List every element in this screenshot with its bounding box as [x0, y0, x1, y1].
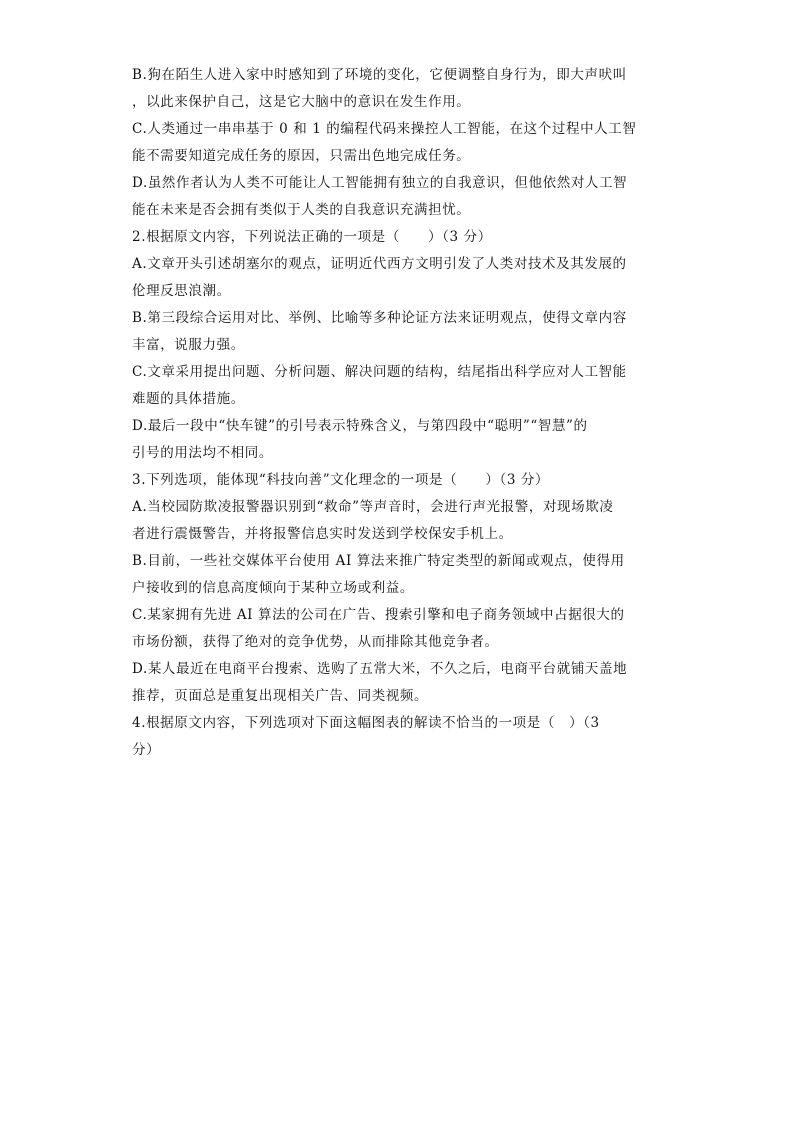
option-b-line-2: ，以此来保护自己，这是它大脑中的意识在发生作用。: [132, 94, 471, 110]
option-c-line-1: C.人类通过一串串基于 0 和 1 的编程代码来操控人工智能，在这个过程中人工智: [132, 121, 637, 137]
q3-option-a-line-1: A.当校园防欺凌报警器识别到“救命”等声音时，会进行声光报警，对现场欺凌: [132, 499, 614, 515]
q2-option-c-line-1: C.文章采用提出问题、分析问题、解决问题的结构，结尾指出科学应对人工智能: [132, 364, 627, 380]
q3-option-d-line-1: D.某人最近在电商平台搜索、选购了五常大米，不久之后，电商平台就铺天盖地: [132, 661, 628, 677]
q3-option-c-line-1: C.某家拥有先进 AI 算法的公司在广告、搜索引擎和电子商务领域中占据很大的: [132, 607, 625, 623]
q3-option-b-line-2: 户接收到的信息高度倾向于某种立场或利益。: [132, 580, 414, 596]
q2-option-c-line-2: 难题的具体措施。: [132, 391, 245, 407]
question-2-stem: 2.根据原文内容，下列说法正确的一项是（ ）（3 分）: [132, 229, 492, 245]
option-d-line-1: D.虽然作者认为人类不可能让人工智能拥有独立的自我意识，但他依然对人工智: [132, 175, 628, 191]
question-4-stem-line-1: 4.根据原文内容，下列选项对下面这幅图表的解读不恰当的一项是（ ）（3: [132, 715, 600, 731]
option-b-line-1: B.狗在陌生人进入家中时感知到了环境的变化，它便调整自身行为，即大声吠叫: [132, 67, 627, 83]
q2-option-b-line-2: 丰富，说服力强。: [132, 337, 245, 353]
question-text-block: [132, 62, 672, 764]
q3-option-c-line-2: 市场份额，获得了绝对的竞争优势，从而排除其他竞争者。: [132, 634, 499, 650]
option-d-line-2: 能在未来是否会拥有类似于人类的自我意识充满担忧。: [132, 202, 471, 218]
q3-option-a-line-2: 者进行震慑警告，并将报警信息实时发送到学校保安手机上。: [132, 526, 513, 542]
question-3-stem: 3.下列选项，能体现“科技向善”文化理念的一项是（ ）（3 分）: [132, 472, 550, 488]
q2-option-a-line-2: 伦理反思浪潮。: [132, 283, 231, 299]
q3-option-b-line-1: B.目前，一些社交媒体平台使用 AI 算法来推广特定类型的新闻或观点，使得用: [132, 553, 625, 569]
q2-option-d-line-2: 引号的用法均不相同。: [132, 445, 273, 461]
q3-option-d-line-2: 推荐，页面总是重复出现相关广告、同类视频。: [132, 688, 429, 704]
question-4-stem-line-2: 分）: [132, 742, 161, 758]
q2-option-b-line-1: B.第三段综合运用对比、举例、比喻等多种论证方法来证明观点，使得文章内容: [132, 310, 627, 326]
q2-option-a-line-1: A.文章开头引述胡塞尔的观点，证明近代西方文明引发了人类对技术及其发展的: [132, 256, 627, 272]
option-c-line-2: 能不需要知道完成任务的原因，只需出色地完成任务。: [132, 148, 471, 164]
q2-option-d-line-1: D.最后一段中“快车键”的引号表示特殊含义，与第四段中“聪明”“智慧”的: [132, 418, 588, 434]
